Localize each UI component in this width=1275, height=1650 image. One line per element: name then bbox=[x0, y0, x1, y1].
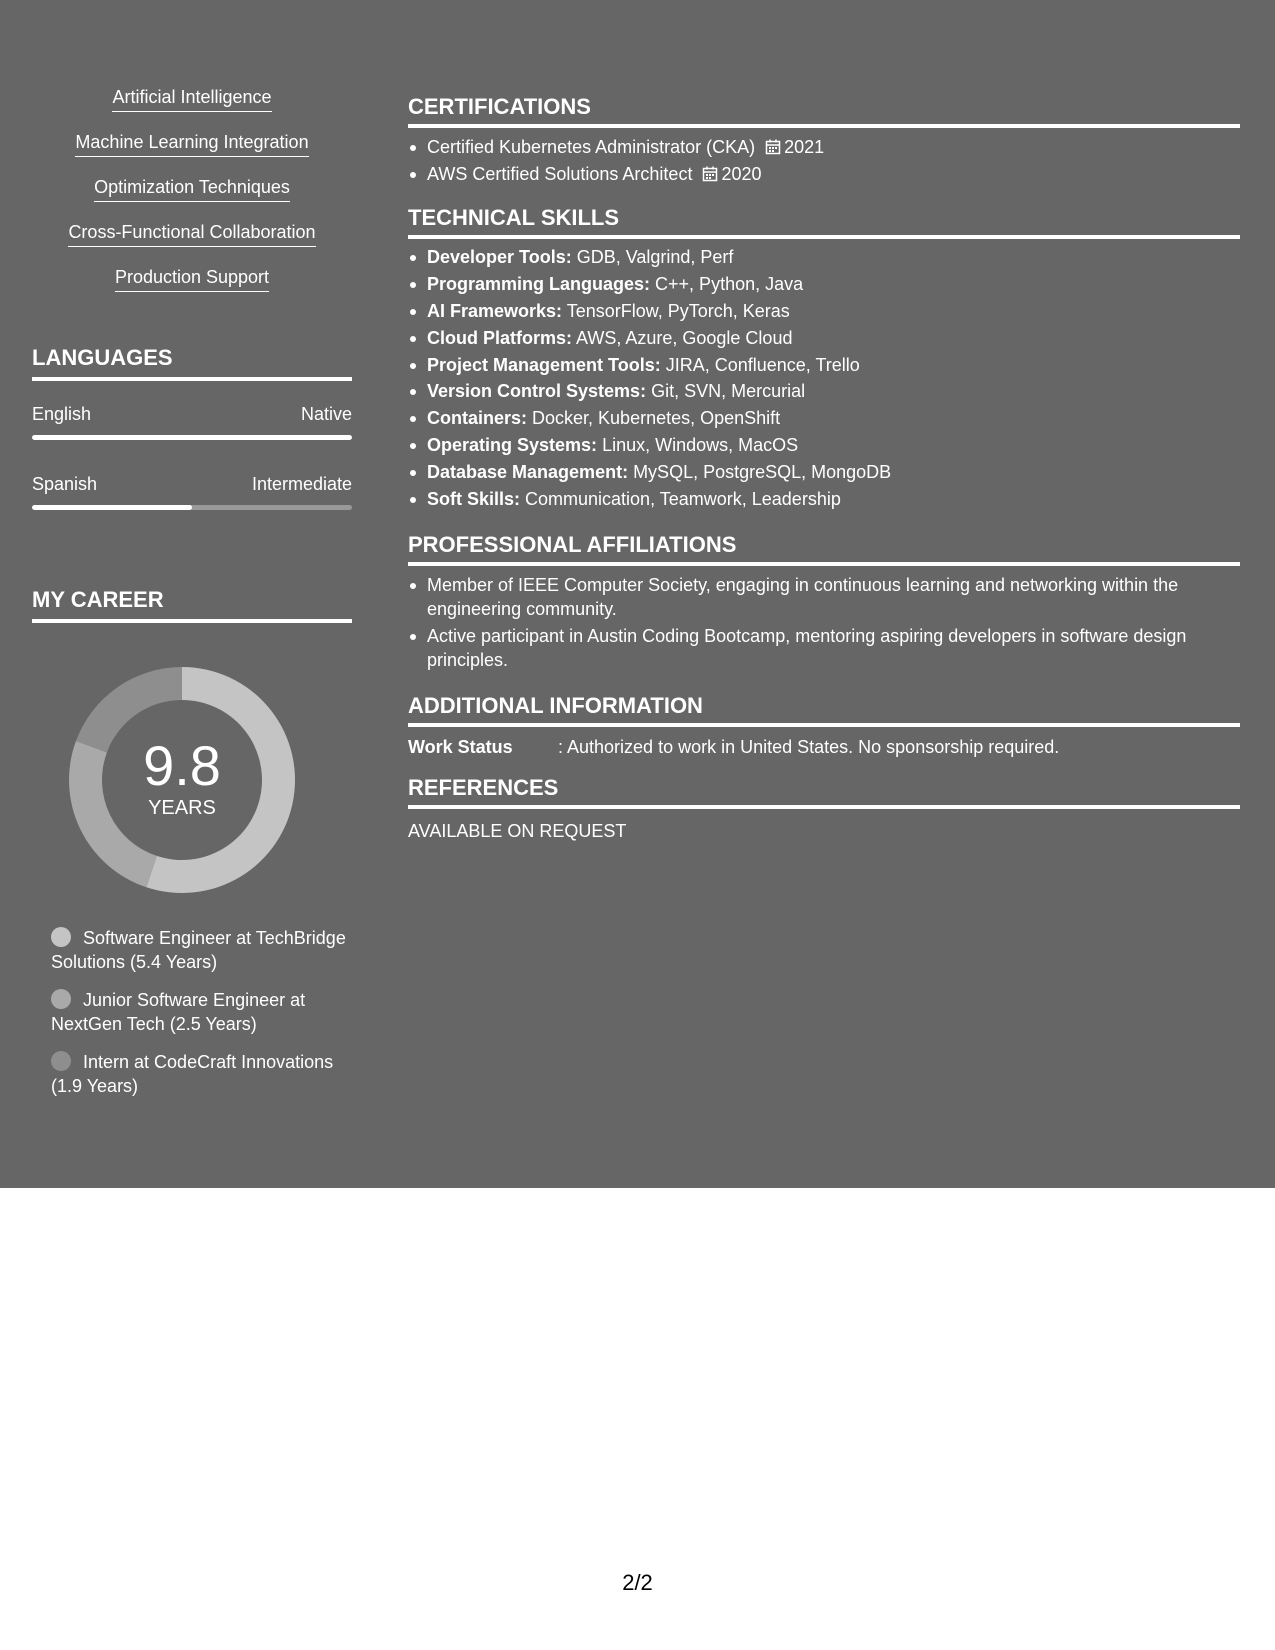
calendar-icon bbox=[765, 139, 781, 155]
skill-item: Operating Systems: Linux, Windows, MacOS bbox=[408, 433, 1240, 457]
certification-item: Certified Kubernetes Administrator (CKA) 2021 bbox=[408, 135, 1240, 159]
career-legend-item: Software Engineer at TechBridge Solutions (5.4 Years) bbox=[51, 928, 346, 972]
interest-item: Cross-Functional Collaboration bbox=[32, 221, 352, 266]
skill-item: Developer Tools: GDB, Valgrind, Perf bbox=[408, 245, 1240, 269]
section-heading: CERTIFICATIONS bbox=[408, 94, 1240, 128]
certification-year: 2020 bbox=[721, 164, 762, 184]
certifications-section bbox=[408, 94, 1240, 189]
language-name: English bbox=[32, 404, 92, 424]
interest-item: Machine Learning Integration bbox=[32, 131, 352, 176]
language-level: Intermediate bbox=[251, 474, 352, 494]
work-status-row bbox=[408, 735, 1240, 759]
language-row bbox=[32, 473, 352, 510]
page-number: 2/2 bbox=[622, 1570, 653, 1595]
language-level: Native bbox=[300, 404, 352, 424]
skill-item: AI Frameworks: TensorFlow, PyTorch, Keras bbox=[408, 299, 1240, 323]
interest-item: Optimization Techniques bbox=[32, 176, 352, 221]
section-heading: PROFESSIONAL AFFILIATIONS bbox=[408, 532, 1240, 566]
legend-dot-icon bbox=[51, 1051, 71, 1071]
references-section bbox=[408, 775, 1240, 843]
legend-dot-icon bbox=[51, 927, 71, 947]
affiliation-item: Member of IEEE Computer Society, engaging in continuous learning and networking within the engineering community. bbox=[408, 573, 1240, 621]
professional-affiliations-section bbox=[408, 532, 1240, 675]
certification-year: 2021 bbox=[784, 137, 825, 157]
interest-item: Production Support bbox=[32, 266, 352, 311]
language-proficiency-bar bbox=[32, 435, 352, 440]
certification-item: AWS Certified Solutions Architect 2020 bbox=[408, 162, 1240, 186]
legend-dot-icon bbox=[51, 989, 71, 1009]
career-heading: MY CAREER bbox=[32, 587, 352, 623]
language-row bbox=[32, 403, 352, 440]
skill-item: Version Control Systems: Git, SVN, Mercurial bbox=[408, 379, 1240, 403]
career-total-unit: YEARS bbox=[148, 797, 216, 819]
skill-item: Project Management Tools: JIRA, Confluence, Trello bbox=[408, 353, 1240, 377]
career-legend-item: Intern at CodeCraft Innovations (1.9 Years) bbox=[51, 1052, 334, 1096]
skill-item: Containers: Docker, Kubernetes, OpenShift bbox=[408, 406, 1240, 430]
skill-item: Programming Languages: C++, Python, Java bbox=[408, 272, 1240, 296]
section-heading: ADDITIONAL INFORMATION bbox=[408, 693, 1240, 727]
career-legend-item: Junior Software Engineer at NextGen Tech (2.5 Years) bbox=[51, 990, 306, 1034]
career-legend bbox=[51, 926, 351, 1112]
section-heading: REFERENCES bbox=[408, 775, 1240, 809]
additional-information-section bbox=[408, 693, 1240, 759]
language-name: Spanish bbox=[32, 474, 98, 494]
skill-item: Cloud Platforms: AWS, Azure, Google Cloud bbox=[408, 326, 1240, 350]
language-proficiency-bar bbox=[32, 505, 352, 510]
references-text: AVAILABLE ON REQUEST bbox=[408, 821, 627, 841]
career-total-years: 9.8 bbox=[143, 734, 221, 797]
skill-item: Database Management: MySQL, PostgreSQL, MongoDB bbox=[408, 460, 1240, 484]
calendar-icon bbox=[702, 166, 718, 182]
section-heading: TECHNICAL SKILLS bbox=[408, 205, 1240, 239]
affiliation-item: Active participant in Austin Coding Bootcamp, mentoring aspiring developers in software design principles. bbox=[408, 624, 1240, 672]
interest-item: Artificial Intelligence bbox=[32, 86, 352, 131]
skill-item: Soft Skills: Communication, Teamwork, Leadership bbox=[408, 487, 1240, 511]
technical-skills-section bbox=[408, 205, 1240, 514]
languages-heading: LANGUAGES bbox=[32, 345, 352, 381]
work-status-value: : Authorized to work in United States. No sponsorship required. bbox=[558, 737, 1060, 757]
interests-list bbox=[32, 86, 352, 311]
work-status-label: Work Status bbox=[408, 737, 513, 757]
career-total bbox=[67, 735, 297, 819]
